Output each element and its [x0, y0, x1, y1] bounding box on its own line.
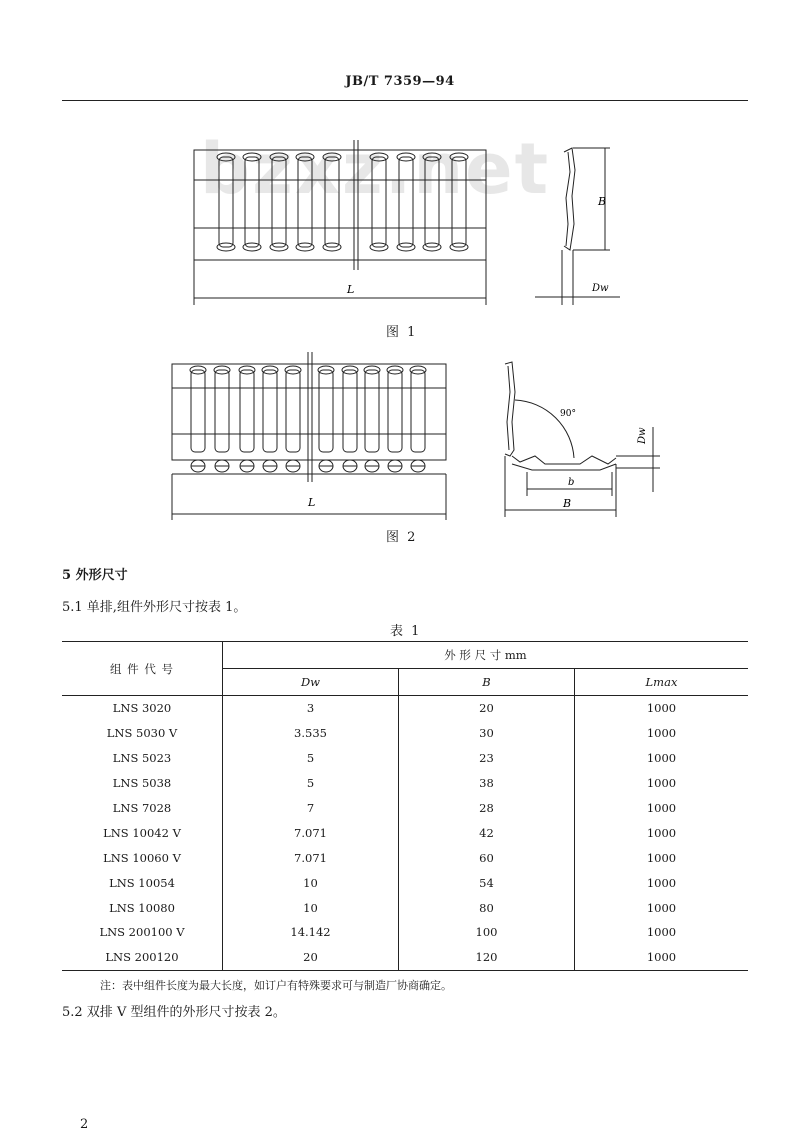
- column-header-b: B: [399, 669, 575, 696]
- figure-1-element: [298, 157, 312, 247]
- cell-code: LNS 10080: [62, 895, 223, 920]
- cell-lmax: 1000: [646, 925, 677, 940]
- cell-lmax: 1000: [646, 701, 677, 716]
- cell-code: LNS 5038: [62, 771, 223, 796]
- cell-lmax: 1000: [646, 776, 677, 791]
- cell-lmax: 1000: [646, 801, 677, 815]
- cell-code: LNS 10054: [62, 870, 223, 895]
- cell-dw: 3.535: [223, 721, 399, 746]
- page-number: 2: [80, 1117, 89, 1132]
- figure-2-element: [191, 370, 205, 452]
- column-header-lmax: Lmax: [575, 669, 749, 696]
- figure-2-dim-l: L: [308, 496, 316, 509]
- figure-1-frame: [194, 150, 486, 260]
- table-row: [62, 845, 748, 870]
- cell-b: 30: [399, 721, 575, 746]
- figure-2-element: [319, 370, 333, 452]
- figure-2-element: [411, 370, 425, 452]
- column-header-dw: Dw: [223, 669, 399, 696]
- cell-dw: 14.142: [223, 920, 399, 945]
- table-1: [62, 641, 748, 971]
- cell-dw: 5: [223, 771, 399, 796]
- figure-1-element: [452, 157, 466, 247]
- table-1-caption: 表 1: [390, 624, 422, 639]
- cell-lmax: 1000: [646, 950, 677, 965]
- figure-1-element: [325, 157, 339, 247]
- cell-b: 54: [399, 870, 575, 895]
- figure-2-front-view: [172, 352, 446, 520]
- section-5-title: 5 外形尺寸: [62, 568, 128, 583]
- cell-code: LNS 5023: [62, 746, 223, 771]
- header-rule: [62, 100, 748, 101]
- cell-code: LNS 3020: [62, 696, 223, 721]
- figure-2-angle: 90°: [560, 409, 576, 419]
- cell-b: 60: [399, 845, 575, 870]
- cell-lmax: 1000: [646, 726, 677, 741]
- figure-2-drawing: [160, 352, 680, 522]
- column-header-group: 外 形 尺 寸 mm: [223, 642, 749, 669]
- figure-1-element: [372, 157, 386, 247]
- table-row: [62, 820, 748, 845]
- cell-dw: 10: [223, 870, 399, 895]
- figure-1-element: [272, 157, 286, 247]
- cell-dw: 7.071: [223, 820, 399, 845]
- figure-2-element: [343, 370, 357, 452]
- table-row: [62, 771, 748, 796]
- figure-2-element: [263, 370, 277, 452]
- table-1-note: 注：表中组件长度为最大长度，如订户有特殊要求可与制造厂协商确定。: [100, 979, 452, 992]
- figure-1-front-view: [194, 140, 486, 305]
- cell-code: LNS 5030 V: [62, 721, 223, 746]
- cell-b: 28: [399, 796, 575, 821]
- cell-code: LNS 10042 V: [62, 820, 223, 845]
- figure-1-dim-b: B: [598, 195, 607, 208]
- figure-2-dim-b: B: [563, 497, 572, 510]
- cell-b: 23: [399, 746, 575, 771]
- cell-code: LNS 10060 V: [62, 845, 223, 870]
- figure-2-element: [215, 370, 229, 452]
- cell-lmax: 1000: [646, 825, 677, 840]
- cell-dw: 20: [223, 945, 399, 970]
- cell-dw: 7: [223, 796, 399, 821]
- figure-2-element: [388, 370, 402, 452]
- figure-2-frame: [172, 364, 446, 460]
- figure-1-element: [399, 157, 413, 247]
- figure-1-element: [425, 157, 439, 247]
- cell-lmax: 1000: [646, 751, 677, 766]
- cell-code: LNS 7028: [62, 796, 223, 821]
- cell-b: 80: [399, 895, 575, 920]
- paragraph-5-2: 5.2 双排 V 型组件的外形尺寸按表 2。: [62, 1005, 286, 1020]
- table-row: [62, 920, 748, 945]
- cell-dw: 3: [223, 696, 399, 721]
- cell-dw: 10: [223, 895, 399, 920]
- figure-2-dim-dw: Dw: [637, 427, 648, 444]
- cell-code: LNS 200100 V: [62, 920, 223, 945]
- document-code-header: JB/T 7359—94: [345, 74, 455, 89]
- cell-lmax: 1000: [646, 875, 677, 890]
- column-header-code: 组 件 代 号: [62, 642, 223, 696]
- cell-b: 38: [399, 771, 575, 796]
- table-row: [62, 746, 748, 771]
- cell-code: LNS 200120: [62, 945, 223, 970]
- table-row: [62, 696, 748, 721]
- figure-1-dim-l: L: [347, 283, 355, 296]
- figure-1-drawing: [180, 140, 640, 310]
- figure-1-caption: 图 1: [386, 325, 418, 340]
- figure-2-element: [365, 370, 379, 452]
- figure-2-element: [240, 370, 254, 452]
- table-row: [62, 796, 748, 821]
- table-row: [62, 945, 748, 970]
- table-row: [62, 895, 748, 920]
- cell-b: 20: [399, 696, 575, 721]
- figure-2-element: [286, 370, 300, 452]
- figure-1-dim-dw: Dw: [592, 283, 609, 294]
- table-row: [62, 721, 748, 746]
- cell-lmax: 1000: [646, 900, 677, 915]
- paragraph-5-1: 5.1 单排,组件外形尺寸按表 1。: [62, 600, 247, 615]
- figure-1-element: [219, 157, 233, 247]
- cell-b: 42: [399, 820, 575, 845]
- figure-1-side-view: [535, 148, 620, 305]
- watermark: bzxz.net: [200, 128, 551, 210]
- figure-2-dim-small-b: b: [568, 477, 575, 488]
- figure-1-element: [245, 157, 259, 247]
- cell-dw: 7.071: [223, 845, 399, 870]
- cell-b: 100: [399, 920, 575, 945]
- table-row: [62, 870, 748, 895]
- cell-lmax: 1000: [646, 850, 677, 865]
- cell-dw: 5: [223, 746, 399, 771]
- cell-b: 120: [399, 945, 575, 970]
- figure-2-caption: 图 2: [386, 530, 418, 545]
